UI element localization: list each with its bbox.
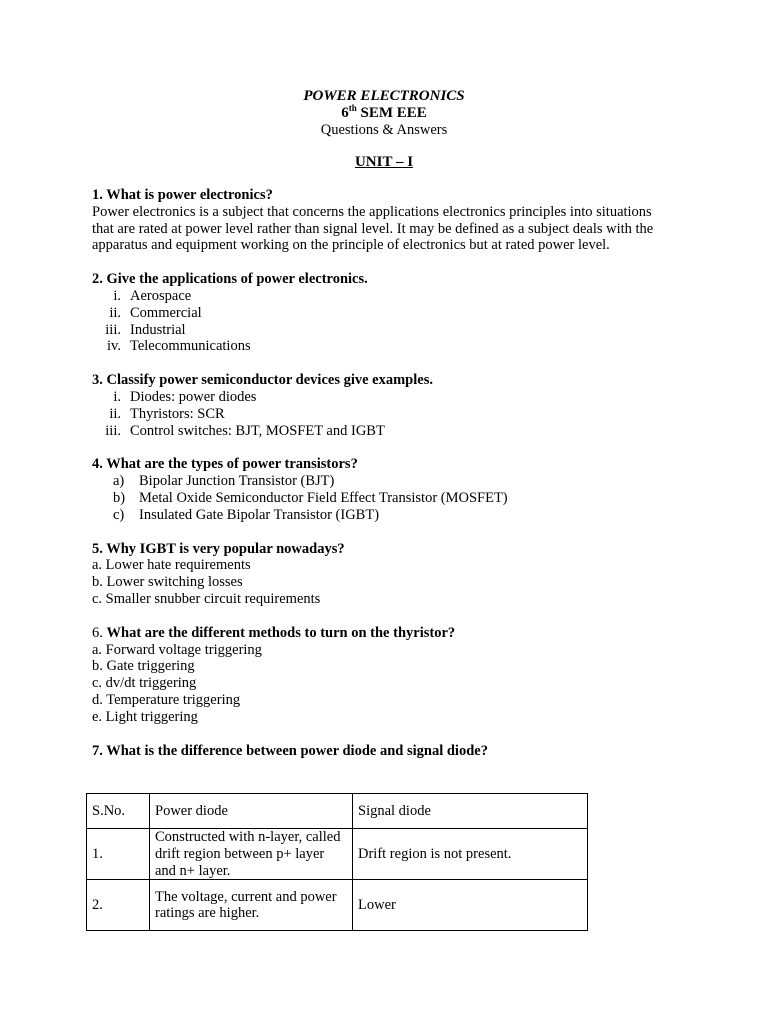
question-6: 6. What are the different methods to turn on the thyristor? <box>92 624 456 641</box>
list-item: iii. Industrial <box>105 321 186 338</box>
list-item: a. Forward voltage triggering <box>92 641 262 658</box>
table-row <box>87 829 588 880</box>
list-item: i. Diodes: power diodes <box>113 388 257 405</box>
answer-2-list <box>92 288 672 355</box>
list-item: ii. Thyristors: SCR <box>109 405 225 422</box>
document-body <box>92 187 672 759</box>
list-item: iv. Telecommunications <box>107 338 251 355</box>
answer-4-list <box>92 473 672 523</box>
list-item: b) Metal Oxide Semiconductor Field Effect Transistor (MOSFET) <box>113 489 508 506</box>
diode-comparison-table <box>86 793 588 931</box>
table-cell: 2. <box>87 880 150 931</box>
question-7: 7. What is the difference between power diode and signal diode? <box>92 742 488 759</box>
table-header-row <box>87 794 588 829</box>
table-cell: Drift region is not present. <box>353 829 588 880</box>
question-4: 4. What are the types of power transistors? <box>92 456 358 473</box>
list-item: iii. Control switches: BJT, MOSFET and IGBT <box>105 422 385 439</box>
table-header-cell: Signal diode <box>353 794 588 829</box>
answer-1: Power electronics is a subject that concerns the applications electronics principles into situations that are rated at power level rather than signal level. It may be defined as a subject deals with the apparatus and equipment working on the principle of electronics but at rated power level. <box>92 203 654 254</box>
question-5: 5. Why IGBT is very popular nowadays? <box>92 540 345 557</box>
list-item: a. Lower hate requirements <box>92 557 251 574</box>
table-cell: The voltage, current and power ratings are higher. <box>150 880 353 931</box>
table-cell: Constructed with n-layer, called drift region between p+ layer and n+ layer. <box>150 829 353 880</box>
list-item: c. Smaller snubber circuit requirements <box>92 590 321 607</box>
answer-5-list <box>92 557 672 607</box>
list-item: i. Aerospace <box>113 287 192 304</box>
list-item: a) Bipolar Junction Transistor (BJT) <box>113 473 335 490</box>
document-subtitle: Questions & Answers <box>320 122 448 138</box>
list-item: d. Temperature triggering <box>92 691 241 708</box>
semester-label: 6th SEM EEE <box>341 103 427 121</box>
list-item: c. dv/dt triggering <box>92 675 197 692</box>
list-item: b. Gate triggering <box>92 658 195 675</box>
unit-heading: UNIT – I <box>354 154 414 170</box>
list-item: e. Light triggering <box>92 708 198 725</box>
question-2: 2. Give the applications of power electronics. <box>92 271 368 288</box>
table-row <box>87 880 588 931</box>
table-header-cell: S.No. <box>87 794 150 829</box>
table-cell: Lower <box>353 880 588 931</box>
question-1: 1. What is power electronics? <box>92 187 273 203</box>
list-item: b. Lower switching losses <box>92 574 243 591</box>
answer-6-list <box>92 642 672 726</box>
table-header-cell: Power diode <box>150 794 353 829</box>
document-title: POWER ELECTRONICS <box>303 88 465 104</box>
answer-3-list <box>92 389 672 439</box>
question-3: 3. Classify power semiconductor devices give examples. <box>92 372 433 389</box>
table-cell: 1. <box>87 829 150 880</box>
list-item: ii. Commercial <box>109 304 202 321</box>
list-item: c) Insulated Gate Bipolar Transistor (IGBT) <box>113 506 380 523</box>
document-header <box>0 88 768 139</box>
